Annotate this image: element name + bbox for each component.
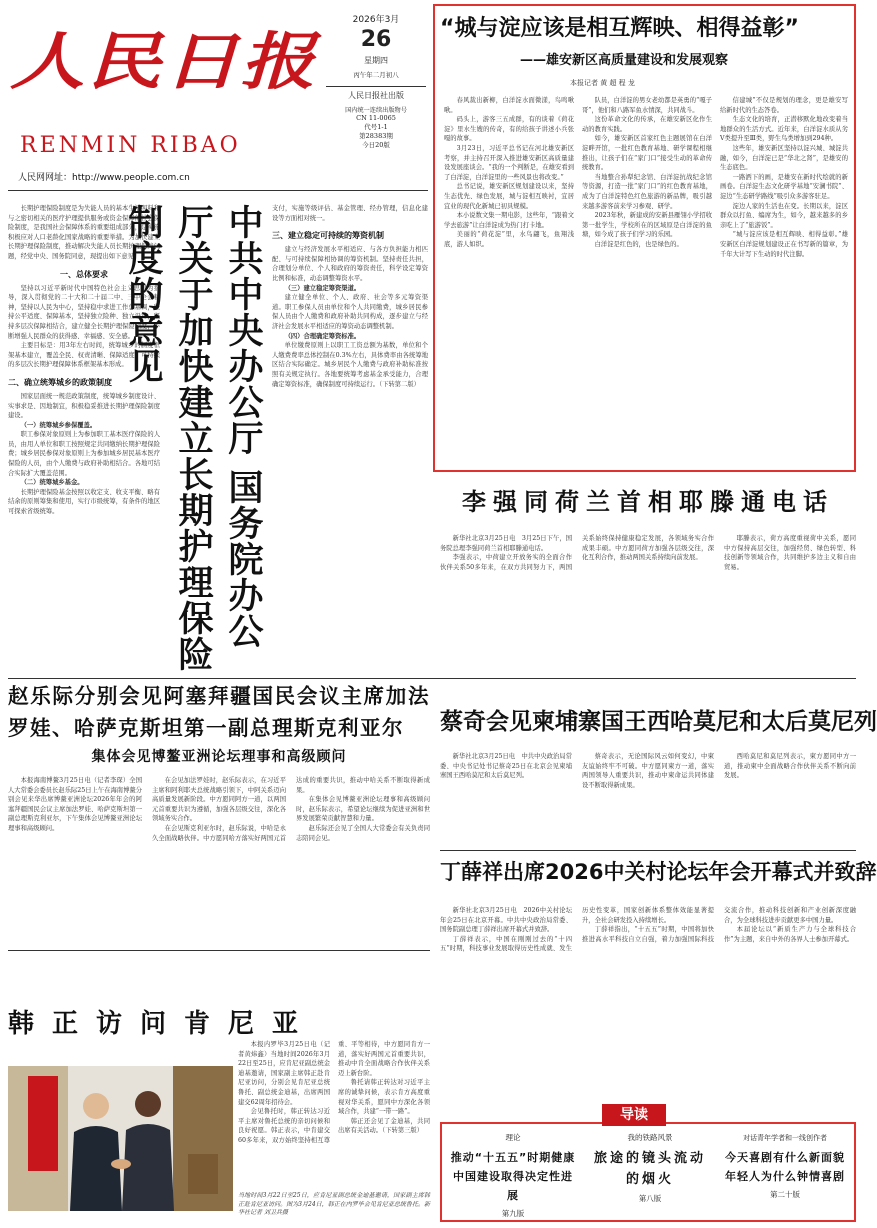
- paragraph: （一）统筹城乡参保覆盖。: [20, 421, 97, 429]
- date-lunar: 丙午年二月初八: [353, 71, 399, 79]
- guide-headline: 旅途的镜头流动的烟火: [593, 1151, 706, 1187]
- section-heading: 二、确立统筹城乡的政策制度: [8, 376, 112, 387]
- paragraph: 美丽的“荷花淀”里，水鸟翩飞，鱼翔浅底，游人如织。: [444, 231, 574, 248]
- paragraph: 如今，雄安新区首家红色主题展馆在白洋淀畔开馆，一批红色教育基地、研学课程相继推出，让孩子们在“家门口”接受生动的革命传统教育。: [582, 135, 712, 172]
- divider: [440, 850, 856, 851]
- paragraph: 2023年秋，新建成的安新县雁翎小学招收第一批学生，学校所在的区域原是白洋淀的鱼塘，如今成了孩子们学习的乐园。: [582, 212, 712, 239]
- cn-number: CN 11-0065: [356, 114, 396, 122]
- guide-category: 对话青年学者和一线创作者: [743, 1134, 827, 1142]
- paragraph: 丁薛祥表示，中国在刚刚过去的“十四五”时期，科技事业发展取得历史性成就、发生历史性变革，国家创新体系整体效能显著提升，全社会研发投入持续增长。: [440, 907, 714, 953]
- feature-headline[interactable]: “城与淀应该是相互辉映、相得益彰”: [440, 16, 799, 41]
- paragraph: 码头上，游客三五成群，有的谈着《荷花淀》里水生嫂的传奇，有的给孩子讲述小兵张嘎的故事。: [444, 116, 574, 143]
- paragraph: 本报内罗毕3月25日电（记者黄炜鑫）当地时间2026年3月22日至25日，应肯尼亚副总统金迪基邀请，国家副主席韩正赴肯尼亚访问，分别会见肯尼亚总统鲁托、副总统金迪基，出席两国建交62周年招待会。: [238, 1041, 330, 1106]
- guide-item[interactable]: [720, 1132, 850, 1218]
- news5-title[interactable]: 韩正访问肯尼亚: [8, 1009, 317, 1039]
- news2-title[interactable]: 赵乐际分别会见阿塞拜疆国民会议主席加法罗娃、哈萨克斯坦第一副总理斯克利亚尔: [8, 684, 430, 740]
- lead-title[interactable]: 中共中央办公厅 国务院办公厅关于加快建立长期护理保险制度的意见: [123, 204, 263, 672]
- paragraph: 蔡奇表示，无论国际风云如何变幻，中柬友谊始终牢不可破。中方愿同柬方一道，落实两国领导人重要共识，推动中柬命运共同体建设不断取得新成果。: [582, 753, 714, 789]
- guide-page: 第九版: [501, 1209, 525, 1218]
- paragraph: 这些年，雄安新区坚持以淀兴城、城淀共融，如今，白洋淀已是“华北之肾”，是雄安的生态底色。: [720, 144, 848, 172]
- date-year-month: 2026年3月: [352, 15, 400, 25]
- paragraph: 鲁托请韩正转达对习近平主席的诚挚问候，表示肯方高度重视对华关系，愿同中方深化各领域合作，共建“一带一路”。: [338, 1079, 430, 1116]
- date-block: [326, 12, 426, 180]
- paragraph: 坚持以习近平新时代中国特色社会主义思想为指导，深入贯彻党的二十大和二十届二中、三中全会精神，坚持以人民为中心，坚持稳中求进工作总基调，坚持公平适度、保障基本，坚持独立险种、独立设计，坚持多层次保障相结合，建立健全长期护理保险制度，不断增强人民群众的获得感、幸福感、安全感。: [8, 284, 160, 340]
- news1-title[interactable]: 李强同荷兰首相耶滕通电话: [462, 488, 834, 516]
- paragraph: 这份革命文化的传承，在雄安新区化作生动的教育实践。: [582, 116, 712, 133]
- divider: [8, 190, 428, 191]
- paragraph: 新华社北京3月25日电 3月25日下午，国务院总理李强同荷兰首相耶滕通电话。: [440, 535, 572, 552]
- divider: [8, 950, 430, 951]
- guide-item[interactable]: [590, 1132, 710, 1218]
- paragraph: 主要目标是：用3年左右时间，统筹城乡的制度框架基本建立，覆盖全民、权责清晰、保障适度、可持续的多层次长期护理保障体系框架基本形成。: [8, 342, 160, 369]
- paragraph: 本小说数文集一期电影，这些年，“跟着文学去旅游”让白洋淀成为热门打卡地。: [444, 212, 574, 229]
- masthead: [8, 8, 328, 183]
- masthead-title: 人民日报: [10, 25, 318, 98]
- guide-title: 导读: [602, 1104, 666, 1126]
- paragraph: 淀边人家的生活也在变。长期以来，淀区群众以打鱼、编席为生，如今，越来越多的乡亲吃上了“旅游饭”。: [720, 202, 848, 229]
- guide-page: 第二十版: [770, 1190, 800, 1199]
- paragraph: 总书记说，雄安新区规划建设以来，坚持生态优先、绿色发展，城与淀相互映衬，宜居宜业的现代化新城已初具规模。: [444, 183, 574, 210]
- paragraph: 赵乐际还会见了全国人大常委会有关负责同志陪同会见。: [296, 824, 430, 842]
- paragraph: 国家层面统一规范政策制度，统筹城乡制度设计、实事求是、因地制宜，积极稳妥推进长期护理保险制度建设。: [8, 392, 160, 420]
- feature-byline: 本报记者 黄 超 程 龙: [570, 79, 635, 87]
- paragraph: 一路洒下的画，是雄安在新时代绘就的新画卷。白洋淀生态文化研学基地“安澜书院”、淀边“生态研学路线”吸引众多游客驻足。: [720, 173, 848, 200]
- guide-page: 第八版: [638, 1194, 662, 1203]
- cn-label: 国内统一连续出版物号: [345, 107, 407, 114]
- handshake-photo: [8, 1066, 233, 1211]
- paragraph: 新华社北京3月25日电 2026中关村论坛年会25日在北京开幕。中共中央政治局常委、国务院副总理丁薛祥出席开幕式并致辞。: [440, 907, 572, 934]
- feature-column-3: [720, 96, 848, 468]
- news3-body: [440, 752, 856, 844]
- paragraph: 队员，白洋淀的男女老幼都是英勇的“嘎子哥”，他们和八路军鱼水情深，共同战斗。: [582, 97, 712, 114]
- paragraph: 韩正还会见了金迪基，共同出席有关活动。（下转第三版）: [338, 1117, 430, 1135]
- paragraph: 西哈莫尼和莫尼列表示，柬方愿同中方一道，推动柬中全面战略合作伙伴关系不断向前发展。: [724, 753, 856, 780]
- paragraph: 职工参保对象原则上为参加职工基本医疗保险的人员，由用人单位和职工按照规定共同缴纳长期护理保险费；城乡居民参保对象原则上为参加城乡居民基本医疗保险的人员，由个人缴费与政府补助相结合。各地可结合实际扩大覆盖范围。: [8, 431, 160, 477]
- paragraph: 在会见斯克利亚尔时，赵乐际说，中哈是永久全面战略伙伴。中方愿同哈方落实好两国元首达成的重要共识，推动中哈关系不断取得新成果。: [152, 777, 430, 842]
- paragraph: “城与淀应该是相互辉映、相得益彰。”雄安新区白洋淀规划建设正在书写新的篇章，为千年大计写下生动的时代注脚。: [720, 231, 848, 258]
- guide-headline: 今天喜剧有什么新面貌年轻人为什么钟情喜剧: [725, 1151, 845, 1183]
- page-count: 今日20版: [362, 141, 390, 149]
- code-number: 代号1-1: [364, 123, 388, 131]
- paragraph: 信建城”不仅是规划的理念，更是雄安写给新时代的生态答卷。: [720, 97, 848, 114]
- masthead-pinyin: RENMIN RIBAO: [20, 133, 241, 158]
- news2-subtitle: 集体会见博鳌亚洲论坛理事和高级顾问: [91, 749, 347, 765]
- paragraph: 长期护理保险制度是为失能人员的基本生活照料和与之密切相关的医疗护理提供服务或资金保障的社会保险制度，是我国社会保障体系的重要组成部分，是实施积极应对人口老龄化国家战略的重要举措。为加快建立长期护理保险制度，推动解决失能人员长期护理保障问题，经党中央、国务院同意，现提出如下意见。: [8, 205, 160, 260]
- news2-body: [8, 776, 430, 946]
- paragraph: 耶滕表示，荷方高度重视荷中关系，愿同中方保持高层交往，加强经贸、绿色转型、科技创新等领域合作，共同维护多边主义和自由贸易。: [724, 535, 856, 571]
- paragraph: （二）统筹城乡基金。: [20, 479, 84, 487]
- paragraph: 长期护理保险基金按照以收定支、收支平衡、略有结余的原则筹集和使用，实行市级统筹，有条件的地区可探索省级统筹。: [8, 488, 160, 516]
- paragraph: （四）合理确定筹资标准。: [284, 332, 361, 340]
- news4-title[interactable]: 丁薛祥出席2026中关村论坛年会开幕式并致辞: [440, 860, 877, 884]
- feature-column-2: [582, 96, 712, 468]
- paragraph: 本报海南博鳌3月25日电（记者李琛）全国人大常委会委员长赵乐际25日上午在海南博鳌分别会见来华出席博鳌亚洲论坛2026年年会的阿塞拜疆国民会议主席加法罗娃、哈萨克斯坦第一副总理斯克利亚尔，下午集体会见博鳌亚洲论坛理事和高级顾问。: [8, 777, 142, 832]
- paragraph: 白洋淀是红色的，也是绿色的。: [594, 240, 683, 248]
- paragraph: 会见鲁托时，韩正转达习近平主席对鲁托总统的亲切问候和良好祝愿。韩正表示，中肯建交60多年来，双方始终坚持相互尊重、平等相待，中方愿同肯方一道，落实好两国元首重要共识，推动中肯全面战略合作伙伴关系迈上新台阶。: [238, 1041, 430, 1144]
- news5-body: [238, 1040, 430, 1190]
- date-day: 26: [360, 27, 392, 52]
- paragraph: 在集体会见博鳌亚洲论坛理事和高级顾问时，赵乐际表示，希望论坛继续为促进亚洲和世界发展繁荣贡献智慧和力量。: [296, 796, 430, 823]
- guide-category: 我的铁路风景: [627, 1133, 673, 1142]
- paragraph: 建立与经济发展水平相适应、与各方负担能力相匹配、与可持续保障相协调的筹资机制。坚持责任共担，合理划分单位、个人和政府的筹资责任，科学设定筹资比例和标准，动态调整筹资水平。: [272, 246, 428, 282]
- paragraph: 丁薛祥指出，“十五五”时期，中国将加快推进高水平科技自立自强，着力加强国际科技交流合作，推动科技创新和产业创新深度融合，为全球科技进步贡献更多中国力量。: [582, 907, 856, 943]
- guide-category: 理论: [505, 1133, 521, 1142]
- news1-body: [440, 534, 856, 674]
- feature-column-1: [444, 96, 574, 468]
- masthead-website[interactable]: 人民网网址：http://www.people.com.cn: [18, 173, 190, 183]
- paragraph: 支付，实施等级评估、基金管理、经办管理，信息化建设等方面相对统一。: [272, 205, 428, 222]
- paragraph: 单位缴费原则上以职工工资总额为基数，单位和个人缴费费率总体控制在0.3%左右，具体费率由各统筹地区结合实际确定。城乡居民个人缴费与政府补助标准按照有关规定执行。各地要统筹考虑基金承受能力，合理确定筹资标准，确保制度可持续运行。（下转第二版）: [272, 342, 428, 388]
- paragraph: 3月23日，习近平总书记在河北雄安新区考察，并主持召开深入推进雄安新区高质量建设发展座谈会。“我的一个判断是，在雄安看到了白洋淀，白洋淀里的一些风景也将改变。”: [444, 144, 574, 181]
- paragraph: （三）建立稳定筹资渠道。: [284, 284, 361, 292]
- photo-caption: 当地时间3月22日至25日，应肯尼亚副总统金迪基邀请，国家副主席韩正赴肯尼亚访问。图为3月24日，韩正在内罗毕会见肯尼亚总统鲁托。新华社记者 刘卫兵摄: [238, 1192, 430, 1216]
- issue-number: 第28383期: [359, 132, 393, 140]
- divider: [8, 678, 856, 679]
- news-photo: [8, 1066, 233, 1211]
- paragraph: 李强表示，中荷建立开放务实的全面合作伙伴关系50多年来，在双方共同努力下，两国关系始终保持健康稳定发展，各领域务实合作成果丰硕。中方愿同荷方加强各层级交往，深化互利合作，推动两国关系持续向前发展。: [440, 535, 714, 571]
- date-weekday: 星期四: [364, 56, 388, 65]
- paragraph: 本届论坛以“新质生产力与全球科技合作”为主题，来自中外的各界人士参加开幕式。: [724, 926, 856, 943]
- news4-body: [440, 906, 856, 1092]
- paragraph: 生态文化的培育，正潜移默化地改变着当地群众的生活方式。近年来，白洋淀水质从劣Ⅴ类提升至Ⅲ类，野生鸟类增加到294种。: [720, 116, 848, 143]
- publisher: 人民日报社出版: [326, 86, 426, 101]
- section-heading: 三、建立稳定可持续的筹资机制: [272, 230, 384, 241]
- paragraph: 春风裁出新柳，白洋淀水面微漾，鸟鸣啾啾。: [444, 97, 574, 114]
- paragraph: 当地整合孙犁纪念馆、白洋淀抗战纪念馆等资源，打造一批“家门口”的红色教育基地，成为了白洋淀特色红色旅游的新品牌，吸引越来越多游客前来学习参观、研学。: [582, 173, 712, 210]
- lead-column-2: [272, 204, 428, 672]
- guide-item[interactable]: [448, 1132, 578, 1218]
- paragraph: 建立健全单位、个人、政府、社会等多元筹资渠道。职工参保人员由单位和个人共同缴费，城乡居民参保人员由个人缴费和政府补助共同构成，逐步建立与经济社会发展水平相适应的筹资动态调整机制。: [272, 294, 428, 330]
- paragraph: 在会见加法罗娃时，赵乐际表示，在习近平主席和阿利耶夫总统战略引领下，中阿关系迈向高质量发展新阶段。中方愿同阿方一道，以两国元首重要共识为遵循，加强各层级交往，深化各领域务实合作。: [152, 777, 286, 823]
- news3-title[interactable]: 蔡奇会见柬埔寨国王西哈莫尼和太后莫尼列: [440, 709, 877, 735]
- guide-headline: 推动“十五五”时期健康中国建设取得决定性进展: [450, 1151, 576, 1202]
- feature-subhead: ——雄安新区高质量建设和发展观察: [520, 53, 729, 68]
- section-heading: 一、总体要求: [60, 268, 108, 279]
- paragraph: 新华社北京3月25日电 中共中央政治局常委、中央书记处书记蔡奇25日在北京会见柬埔寨国王西哈莫尼和太后莫尼列。: [440, 753, 572, 780]
